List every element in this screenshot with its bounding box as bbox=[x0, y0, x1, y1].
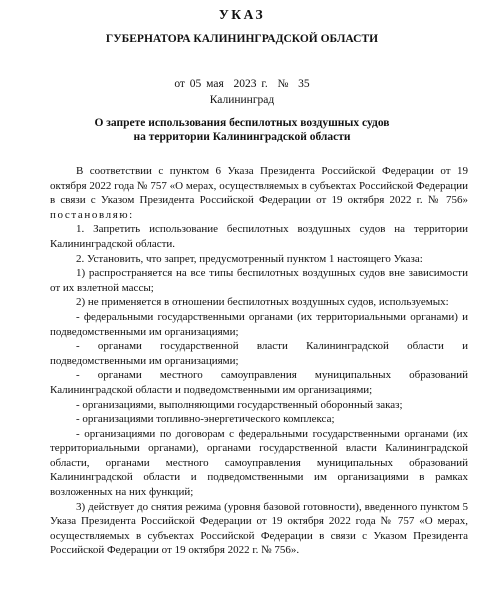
paragraph-item-2: 2. Установить, что запрет, предусмотренный пунктом 1 настоящего Указа: bbox=[76, 252, 423, 265]
paragraph-regional-bodies: - органами государственной власти Калининградской области и подведомственными им организациями; bbox=[50, 340, 468, 367]
decree-word: постановляю: bbox=[50, 208, 134, 221]
paragraph-local-bodies: - органами местного самоуправления муниципальных образований Калининградской области и подведомственными им организациями; bbox=[50, 369, 468, 396]
paragraph-subitem-1: 1) распространяется на все типы беспилотных воздушных судов вне зависимости от их взлетной массы; bbox=[50, 267, 468, 294]
paragraph-item-1: 1. Запретить использование беспилотных воздушных судов на территории Калининградской области. bbox=[50, 223, 468, 250]
paragraph-defense-orgs: - организациями, выполняющими государственный оборонный заказ; bbox=[76, 398, 403, 411]
document-subject bbox=[0, 116, 484, 144]
document-issuer: ГУБЕРНАТОРА КАЛИНИНГРАДСКОЙ ОБЛАСТИ bbox=[105, 33, 379, 45]
subject-line-1: О запрете использования беспилотных воздушных судов bbox=[94, 117, 390, 129]
preamble-text: В соответствии с пунктом 6 Указа Президента Российской Федерации от 19 октября 2022 года № 757 «О мерах, осуществляемых в субъектах Российской Федерации в связи с Указом Президента Российской Федерации от 19 октября 2022 г. № 756» bbox=[50, 165, 468, 207]
paragraph-energy-orgs: - организациями топливно-энергетического комплекса; bbox=[76, 413, 335, 426]
document-city: Калининград bbox=[209, 94, 275, 106]
paragraph-subitem-3: 3) действует до снятия режима (уровня базовой готовности), введенного пунктом 5 Указа Президента Российской Федерации от 19 октября 2022 года № 757 «О мерах, осуществляемых в субъектах Российской Федерации в связи с Указом Президента Российской Федерации от 19 октября 2022 г. № 756». bbox=[50, 500, 468, 557]
paragraph-contract-orgs: - организациями по договорам с федеральными государственными органами (их территориальными органами), органами государственной власти Калининградской области, органами местного самоуправления муниципальных образований Калининградской области и подведомственными им организациями в рамках возложенных на них функций; bbox=[50, 427, 468, 499]
subject-line-2: на территории Калининградской области bbox=[133, 131, 351, 143]
paragraph-subitem-2: 2) не применяется в отношении беспилотных воздушных судов, используемых: bbox=[76, 296, 449, 309]
document-title: УКАЗ bbox=[218, 7, 266, 22]
paragraph-federal-bodies: - федеральными государственными органами (их территориальными органами) и подведомственными им организациями; bbox=[50, 310, 468, 338]
paragraph-preamble bbox=[50, 164, 468, 222]
document-date-number: от 05 мая 2023 г. № 35 bbox=[174, 78, 310, 90]
document-body bbox=[50, 164, 468, 558]
